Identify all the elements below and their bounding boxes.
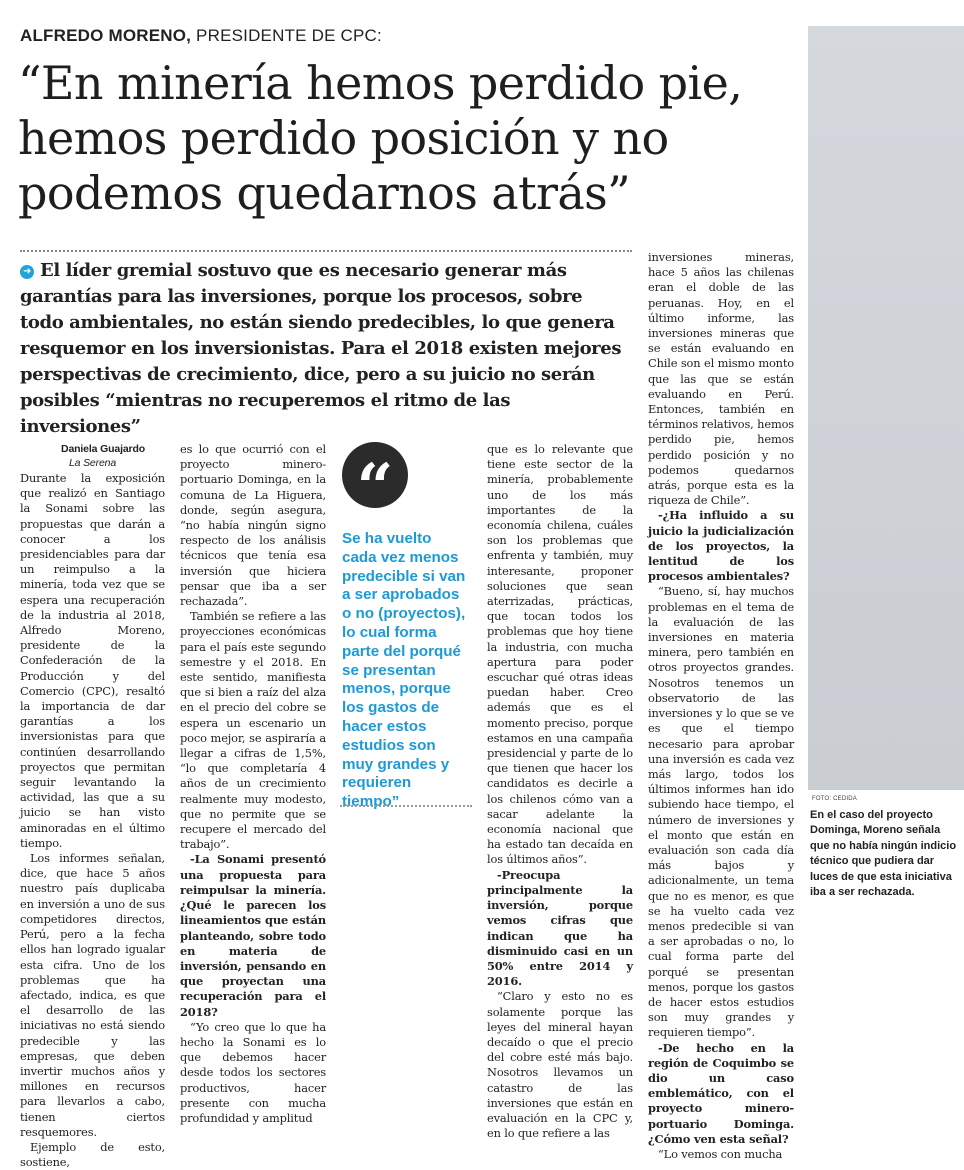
lead-paragraph	[20, 258, 630, 440]
paragraph: También se refiere a las proyecciones económicas para el país este segundo semestre y el 2018. En este sentido, manifiesta que si bien a raíz del alza en el precio del cobre se espera un escenario un poco mejor, se aspiraría a llegar a cifras de 1,5%, “lo que completaría 4 años de un crecimiento realmente muy modesto, que no permite que se recupere el mercado del trabajo”.	[180, 609, 326, 852]
paragraph: que es lo relevante que tiene este sector de la minería, probablemente uno de los más importantes de la economía chilena, cuáles son los problemas que enfrenta y también, muy interesante, proponer soluciones que sean aterrizadas, prácticas, que tocan todos los problemas que hoy tiene la industria, con mucha apertura para poder escuchar qué otras ideas puedan haber. Creo además que es el momento preciso, porque estamos en una campaña presidencial y parte de lo que tienen que hacer los candidatos es decirle a los chilenos cómo van a sacar adelante la economía nacional que ha estado tan decaída en los últimos años”.	[487, 442, 633, 867]
column-2	[180, 442, 326, 1126]
byline-author: Daniela Guajardo	[61, 443, 145, 455]
quote-icon: “	[342, 442, 408, 508]
kicker-role: PRESIDENTE DE CPC:	[196, 26, 382, 45]
pull-quote: Se ha vuelto cada vez menos predecible si van a ser aprobados o no (proyectos), lo cual forma parte del porqué se presentan menos, porque los gastos de hacer estos estudios son muy grandes y requieren tiempo”	[342, 530, 466, 811]
interview-question: -De hecho en la región de Coquimbo se dio un caso emblemático, con el proyecto minero-portuario Dominga. ¿Cómo ven esta señal?	[648, 1040, 794, 1146]
lead-divider	[20, 250, 632, 252]
interview-answer: “Claro y esto no es solamente porque las leyes del mineral hayan decaído o que el precio del cobre esté más bajo. Nosotros llevamos un catastro de las inversiones que están en evaluación en la CPC y, en lo que refiere a las	[487, 989, 633, 1141]
paragraph: inversiones mineras, hace 5 años las chilenas eran el doble de las peruanas. Hoy, en el último informe, las inversiones mineras que se están evaluando en Chile son el mismo monto que las que se están evaluando en Perú. Entonces, también en términos relativos, hemos perdido pie, hemos perdido posición y no podemos quedarnos atrás, porque esta es la riqueza de Chile”.	[648, 250, 794, 508]
article-photo	[808, 26, 964, 790]
column-3	[487, 442, 633, 1141]
paragraph: Los informes señalan, dice, que hace 5 años nuestro país duplicaba en inversión a uno de sus competidores directos, Perú, pero a la fecha ellos han logrado igualar esta cifra. Uno de los problemas que ha afectado, indica, es que el desarrollo de las iniciativas no está siendo predecible y las empresas, que deben invertir muchos años y millones en recursos para llevarlos a cabo, tienen ciertos resquemores.	[20, 851, 165, 1139]
paragraph: es lo que ocurrió con el proyecto minero-portuario Dominga, en la comuna de La Higuera, donde, según asegura, “no había ningún signo respecto de los análisis técnicos que tenía esa inversión que hiciera pensar que iba a ser rechazada”.	[180, 442, 326, 609]
interview-answer: “Bueno, sí, hay muchos problemas en el tema de la evaluación de las inversiones en materia minera, pero también en otros proyectos grandes. Nosotros tenemos un observatorio de las inversiones y lo que se ve es que el tiempo necesario para aprobar una inversión es cada vez más largo, todos los últimos informes han ido subiendo hace tiempo, el número de inversiones y el monto que están en evaluación son cada día más bajos y adicionalmente, un tema que no es menor, es que se ha vuelto cada vez menos predecible si van a ser aprobadas o no, lo cual forma parte del porqué se presentan menos, porque los gastos de hacer estos estudios son muy grandes y requieren tiempo”.	[648, 584, 794, 1040]
photo-credit: FOTO: CEDIDA	[812, 796, 857, 802]
interview-answer: “Lo vemos con mucha	[658, 1146, 783, 1161]
column-4	[648, 250, 794, 1162]
photo-caption: En el caso del proyecto Dominga, Moreno señala que no había ningún indicio técnico que pudiera dar luces de que esta iniciativa iba a ser rechazada.	[810, 809, 957, 899]
pull-quote-divider	[340, 805, 472, 807]
interview-question: -¿Ha influido a su juicio la judicialización de los proyectos, la lentitud de los procesos ambientales?	[648, 508, 794, 584]
headline: “En minería hemos perdido pie, hemos perdido posición y no podemos quedarnos atrás”	[18, 56, 743, 220]
paragraph: Ejemplo de esto, sostiene,	[20, 1139, 165, 1170]
paragraph: Durante la exposición que realizó en Santiago la Sonami sobre las propuestas que darán a conocer a los presidenciables para dar un reimpulso a la minería, toda vez que se espera una recuperación de la industria al 2018, Alfredo Moreno, presidente de la Confederación de la Producción y del Comercio (CPC), resaltó la importancia de dar garantías a los inversionistas para que continúen desarrollando proyectos que permitan seguir levantando la actividad, las que a su juicio se han visto aminoradas en el último tiempo.	[20, 471, 165, 850]
kicker	[20, 26, 790, 46]
column-1	[20, 442, 165, 1170]
interview-answer: “Yo creo que lo que ha hecho la Sonami es lo que debemos hacer desde todos los sectores productivos, hacer presente con mucha profundidad y amplitud	[180, 1019, 326, 1125]
arrow-right-icon: ➜	[20, 265, 34, 279]
lead-text: El líder gremial sostuvo que es necesario generar más garantías para las inversiones, porque los procesos, sobre todo ambientales, no están siendo predecibles, lo que genera resquemor en los inversionistas. Para el 2018 existen mejores perspectivas de crecimiento, dice, pero a su juicio no serán posibles “mientras no recuperemos el ritmo de las inversiones”	[20, 260, 622, 437]
interview-question: -La Sonami presentó una propuesta para reimpulsar la minería. ¿Qué le parecen los lineamientos que están planteando, sobre todo en materia de inversión, pensando en que proyectan una recuperación para el 2018?	[180, 852, 326, 1019]
kicker-name: ALFREDO MORENO,	[20, 26, 192, 45]
interview-question: -Preocupa principalmente la inversión, porque vemos cifras que indican que ha disminuido casi en un 50% entre 2014 y 2016.	[487, 867, 633, 989]
byline-city: La Serena	[68, 457, 117, 469]
